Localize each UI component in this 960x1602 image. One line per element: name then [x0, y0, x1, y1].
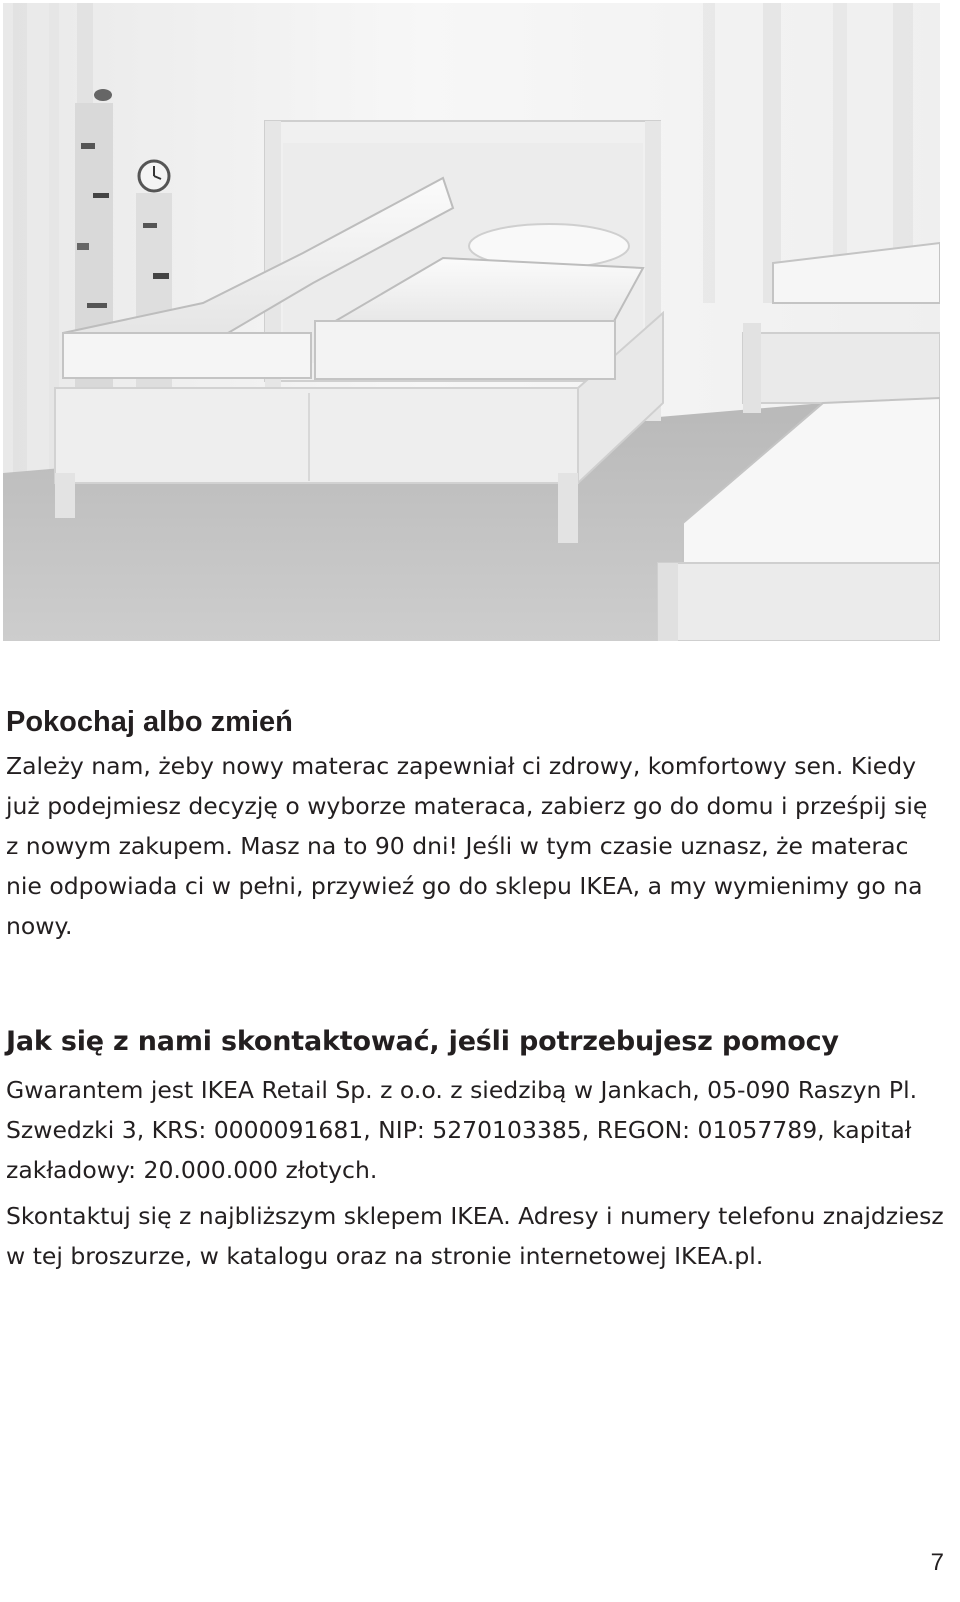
bird-figurine [94, 89, 112, 101]
return-policy-heading: Pokochaj albo zmień [6, 706, 293, 738]
guarantor-text: Gwarantem jest IKEA Retail Sp. z o.o. z siedzibą w Jankach, 05-090 Raszyn Pl. Szwedzki 3, KRS: 0000091681, NIP: 5270103385, REGON: 01057789, kapitał zakładowy: 20.000.000 złotych. [6, 1076, 918, 1184]
return-policy-section [6, 704, 946, 946]
page-number: 7 [930, 1549, 944, 1576]
return-policy-text: Zależy nam, żeby nowy materac zapewniał ci zdrowy, komfortowy sen. Kiedy już podejmiesz decyzję o wyborze materaca, zabierz go do domu i prześpij się z nowym zakupem. Masz na to 90 dni! Jeśli w tym czasie uznasz, że materac nie odpowiada ci w pełni, przywieź go do sklepu IKEA, a my wymienimy go na nowy. [6, 752, 928, 940]
bedroom-photo [3, 3, 940, 641]
bedroom-illustration [3, 3, 940, 641]
contact-section [6, 1024, 946, 1276]
store-contact-text: Skontaktuj się z najbliższym sklepem IKEA. Adresy i numery telefonu znajdziesz w tej broszurze, w katalogu oraz na stronie internetowej IKEA.pl. [6, 1202, 944, 1270]
contact-heading: Jak się z nami skontaktować, jeśli potrzebujesz pomocy [6, 1026, 839, 1057]
